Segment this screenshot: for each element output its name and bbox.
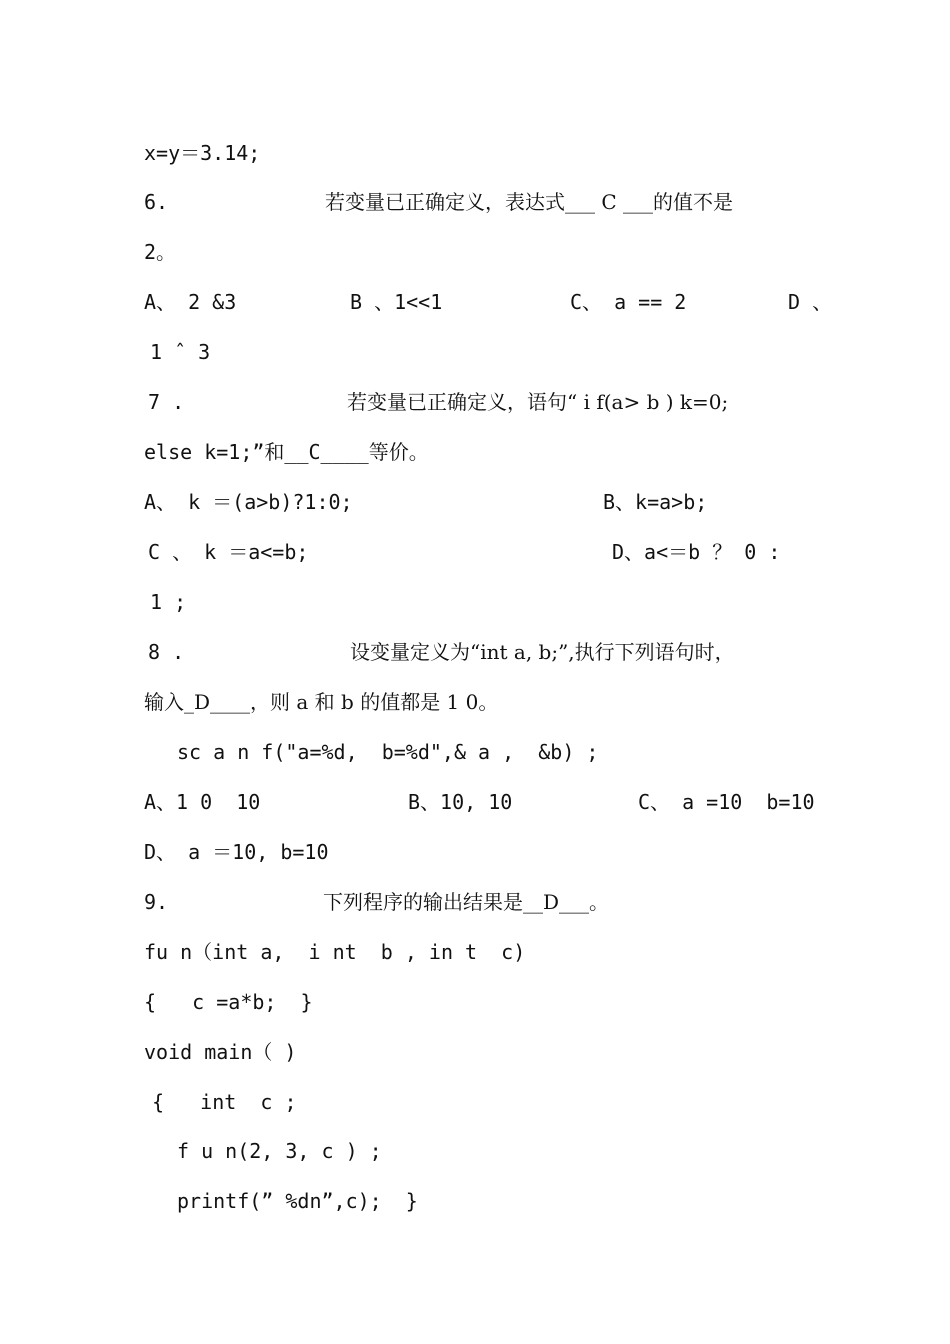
- question-text: 输入_D____，则 a 和 b 的值都是 1 0。: [144, 690, 499, 714]
- option-c: C 、 k ＝a<=b;: [148, 540, 309, 564]
- code-line: f u n(2, 3, c ) ;: [177, 1139, 382, 1163]
- code-line: fu n（int a, i nt b , in t c): [144, 940, 526, 964]
- option-a: A、 2 &3: [144, 290, 237, 314]
- option-b: B 、1<<1: [350, 290, 443, 314]
- question-text: else k=1;”和__C____等价。: [144, 440, 429, 464]
- option-a: A、 k ＝(a>b)?1:0;: [144, 490, 353, 514]
- option-b: B、k=a>b;: [603, 490, 708, 514]
- option-d-value: 1 ˆ 3: [150, 340, 211, 364]
- option-d: D、 a ＝10, b=10: [144, 840, 329, 864]
- code-line: void main（ ): [144, 1040, 297, 1064]
- question-text: 设变量定义为“int a, b;”,执行下列语句时，: [350, 640, 735, 664]
- option-d: D、a<＝b ？ 0 :: [612, 540, 781, 564]
- code-line: sc a n f("a=%d, b=%d",& a , &b) ;: [177, 740, 599, 764]
- option-c: C、 a =10 b=10: [638, 790, 815, 814]
- question-number: 6.: [144, 190, 169, 214]
- question-number: 8 .: [148, 640, 185, 664]
- question-text: 2。: [144, 240, 177, 264]
- question-text: 若变量已正确定义，语句“ i f(a> b ) k=0;: [347, 390, 729, 414]
- option-b: B、10, 10: [408, 790, 513, 814]
- option-d: D 、: [788, 290, 833, 314]
- option-a: A、1 0 10: [144, 790, 261, 814]
- option-c: C、 a == 2: [570, 290, 687, 314]
- question-text: 若变量已正确定义，表达式___ C ___的值不是: [325, 190, 734, 214]
- option-d-value: 1 ;: [150, 590, 187, 614]
- text-line: x=y＝3.14;: [144, 141, 261, 165]
- code-line: { int c ;: [152, 1090, 297, 1114]
- question-text: 下列程序的输出结果是__D___。: [323, 890, 610, 914]
- question-number: 7 .: [148, 390, 185, 414]
- code-line: { c =a*b; }: [144, 990, 313, 1014]
- code-line: printf(” %dn”,c); }: [177, 1189, 418, 1213]
- question-number: 9.: [144, 890, 169, 914]
